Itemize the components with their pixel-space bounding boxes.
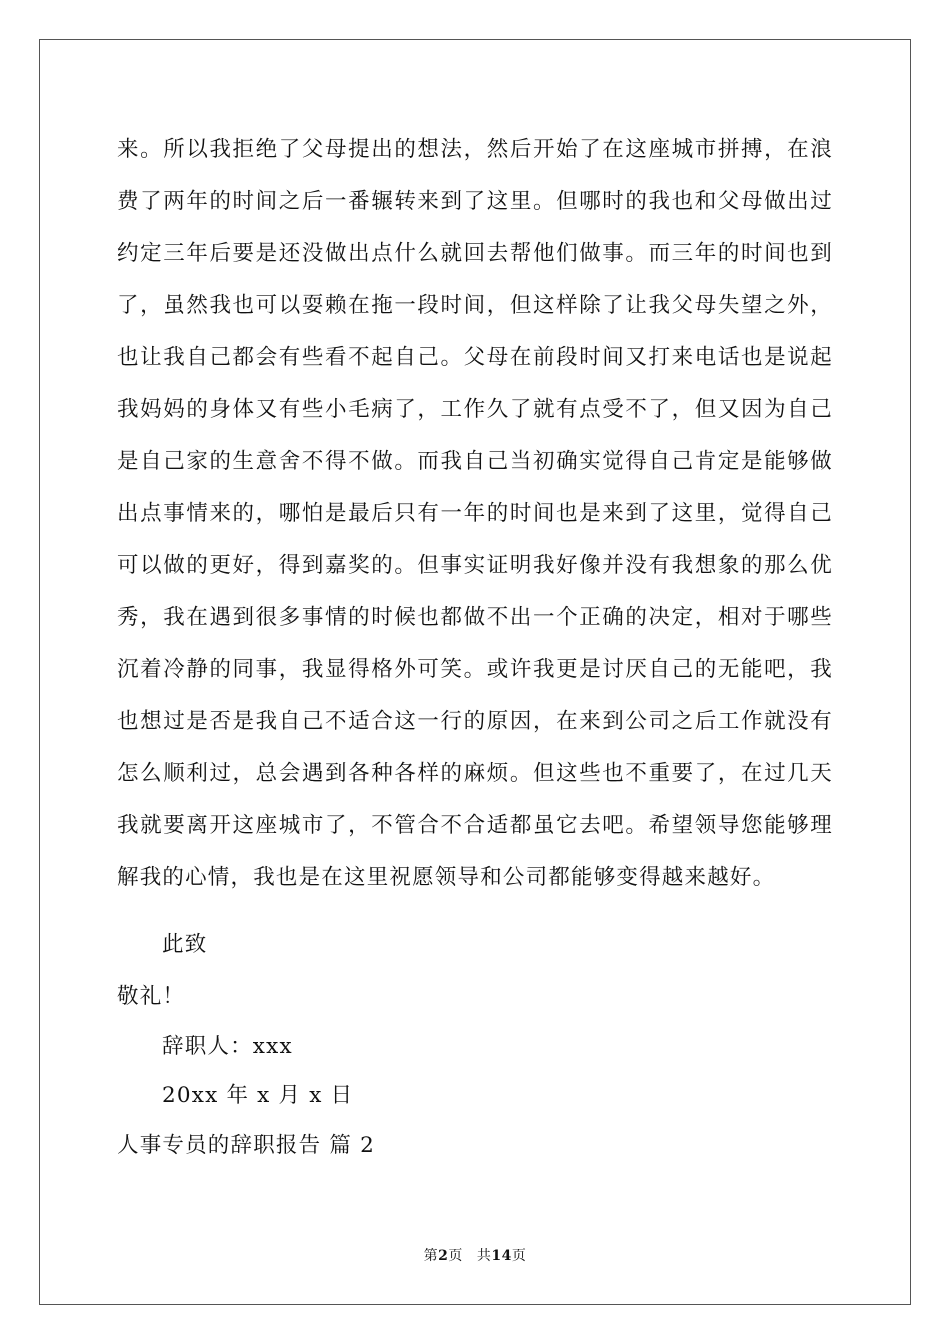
- page-number-current: 2: [438, 1248, 449, 1264]
- date-line: 20xx 年 x 月 x 日: [162, 1083, 354, 1108]
- total-prefix: 共: [476, 1248, 492, 1264]
- signature-line: 辞职人：xxx: [162, 1034, 293, 1059]
- page-prefix: 第: [423, 1248, 439, 1264]
- next-section-title: 人事专员的辞职报告 篇 2: [117, 1133, 375, 1158]
- closing-salutation: 此致: [162, 932, 208, 957]
- body-paragraph: 来。所以我拒绝了父母提出的想法，然后开始了在这座城市拼搏，在浪费了两年的时间之后一番辗转来到了这里。但哪时的我也和父母做出过约定三年后要是还没做出点什么就回去帮他们做事。而三年的时间也到了，虽然我也可以耍赖在拖一段时间，但这样除了让我父母失望之外，也让我自己都会有些看不起自己。父母在前段时间又打来电话也是说起我妈妈的身体又有些小毛病了，工作久了就有点受不了，但又因为自己是自己家的生意舍不得不做。而我自己当初确实觉得自己肯定是能够做出点事情来的，哪怕是最后只有一年的时间也是来到了这里，觉得自己可以做的更好，得到嘉奖的。但事实证明我好像并没有我想象的那么优秀，我在遇到很多事情的时候也都做不出一个正确的决定，相对于哪些沉着冷静的同事，我显得格外可笑。或许我更是讨厌自己的无能吧，我也想过是否是我自己不适合这一行的原因，在来到公司之后工作就没有怎么顺利过，总会遇到各种各样的麻烦。但这些也不重要了，在过几天我就要离开这座城市了，不管合不合适都虽它去吧。希望领导您能够理解我的心情，我也是在这里祝愿领导和公司都能够变得越来越好。: [117, 137, 833, 890]
- page-suffix: 页: [448, 1248, 463, 1264]
- page-number-total: 14: [491, 1248, 512, 1264]
- page-footer: [0, 1246, 950, 1266]
- closing-regards: 敬礼！: [117, 984, 186, 1009]
- total-suffix: 页: [511, 1248, 527, 1264]
